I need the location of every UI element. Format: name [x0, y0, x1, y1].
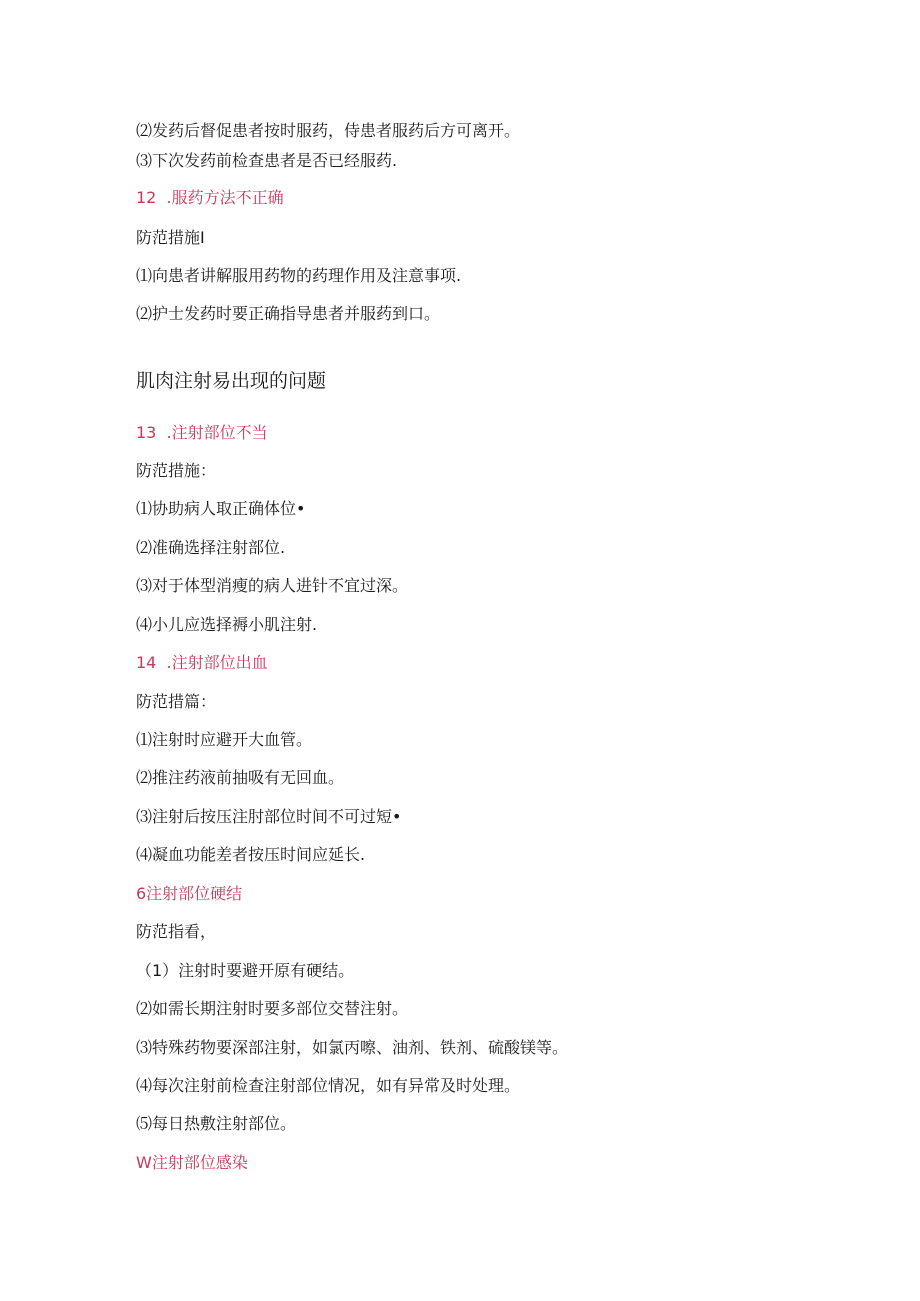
text-line: ⑷小儿应选择褥小肌注射.: [136, 615, 318, 634]
text-line: ⑶对于体型消瘦的病人进针不宜过深。: [136, 576, 409, 595]
text-line: 防范措施I: [136, 228, 205, 247]
text-line: （1）注射时要避开原有硬结。: [136, 961, 355, 980]
text-line: ⑵护士发药时要正确指导患者并服药到口。: [136, 304, 441, 323]
text-line: ⑷每次注射前检查注射部位情况，如有异常及时处理。: [136, 1076, 521, 1095]
item-heading: 13 .注射部位不当: [136, 423, 268, 442]
text-line: ⑵如需长期注射时要多部位交替注射。: [136, 999, 409, 1018]
text-line: 防范措篇：: [136, 692, 217, 711]
item-heading: 6注射部位硬结: [136, 884, 243, 903]
text-line: 防范措施：: [136, 461, 217, 480]
text-line: ⑴协助病人取正确体位•: [136, 499, 306, 518]
item-heading: W注射部位感染: [136, 1153, 248, 1172]
text-line: ⑶注射后按压注肘部位时间不可过短•: [136, 807, 402, 826]
text-line: ⑴向患者讲解服用药物的药理作用及注意事项.: [136, 266, 462, 285]
text-line: ⑶特殊药物要深部注射，如氯丙嚓、油剂、铁剂、硫酸镁等。: [136, 1038, 569, 1057]
text-line: ⑸每日热敷注射部位。: [136, 1114, 297, 1133]
text-line: ⑵准确选择注射部位.: [136, 538, 286, 557]
item-heading: 12 .服药方法不正确: [136, 188, 284, 207]
item-heading: 14 .注射部位出血: [136, 653, 268, 672]
text-line: ⑴注射时应避开大血管。: [136, 730, 313, 749]
text-line: ⑶下次发药前检查患者是否已经服药.: [136, 151, 398, 170]
text-line: 防范指看，: [136, 922, 217, 941]
section-title: 肌肉注射易出现的问题: [136, 370, 327, 392]
text-line: ⑵发药后督促患者按时服药，侍患者服药后方可离开。: [136, 121, 521, 140]
text-line: ⑵推注药液前抽吸有无回血。: [136, 768, 345, 787]
text-line: ⑷凝血功能差者按压时间应延长.: [136, 845, 366, 864]
